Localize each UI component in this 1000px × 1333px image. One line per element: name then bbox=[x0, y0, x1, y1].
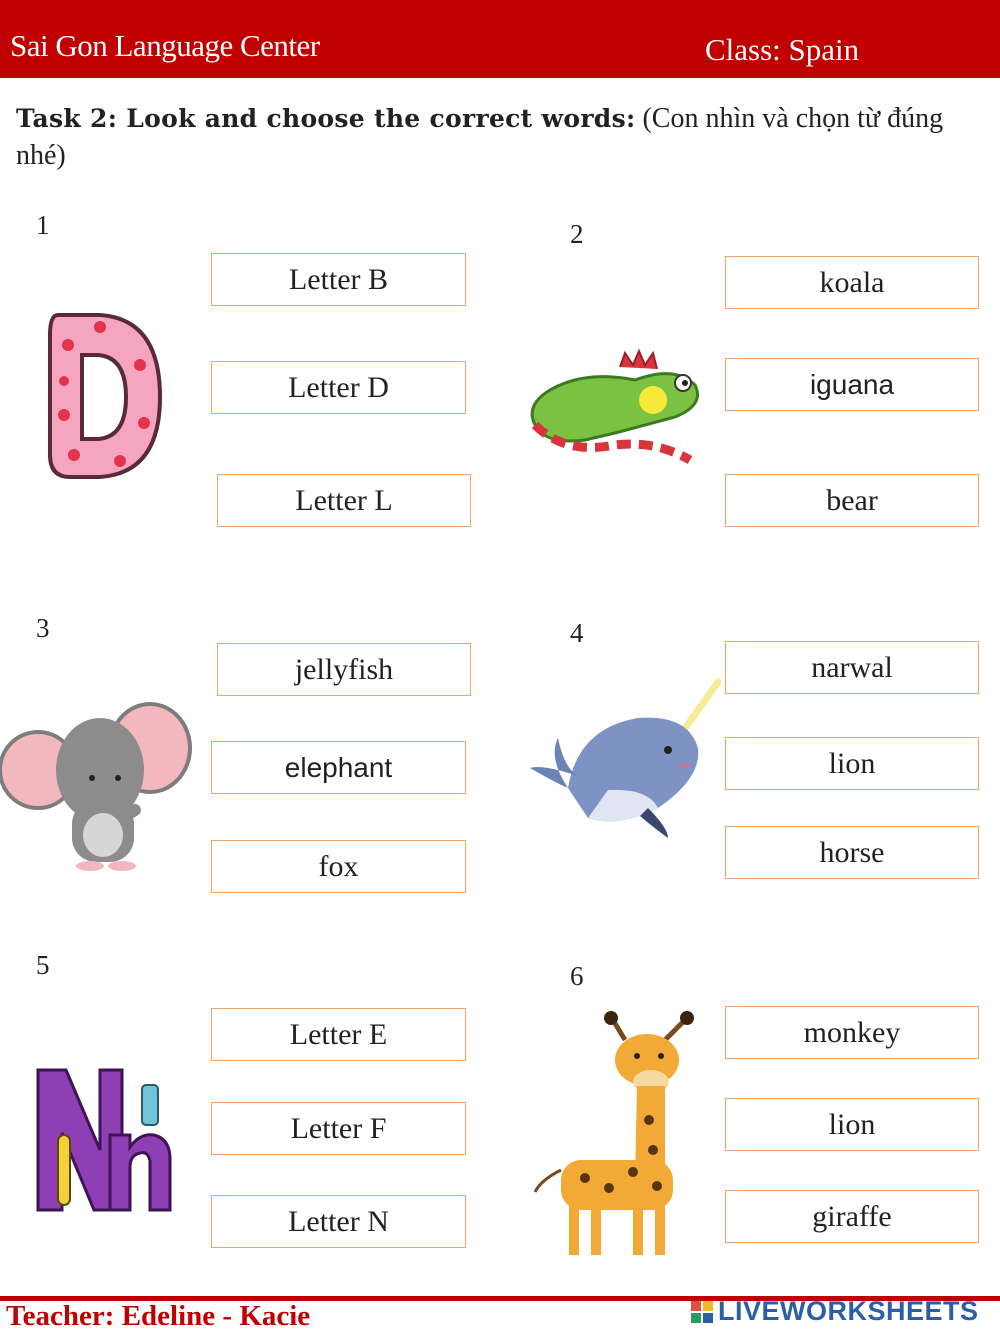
q3-option-3[interactable]: fox bbox=[211, 840, 466, 893]
q1-option-1[interactable]: Letter B bbox=[211, 253, 466, 306]
q2-option-1[interactable]: koala bbox=[725, 256, 979, 309]
liveworksheets-icon bbox=[690, 1300, 714, 1324]
q2-option-3[interactable]: bear bbox=[725, 474, 979, 527]
question-number-6: 6 bbox=[570, 961, 584, 991]
question-number-3: 3 bbox=[36, 613, 50, 643]
task-note: (Con nhìn và chọn từ đúng nhé) bbox=[16, 103, 944, 171]
q6-option-2[interactable]: lion bbox=[725, 1098, 979, 1151]
q3-option-2[interactable]: elephant bbox=[211, 741, 466, 794]
letter-d-icon bbox=[40, 305, 170, 485]
q5-option-2[interactable]: Letter F bbox=[211, 1102, 466, 1155]
elephant-icon bbox=[0, 700, 195, 875]
center-name: Sai Gon Language Center bbox=[10, 28, 320, 63]
narwhal-icon bbox=[528, 678, 723, 848]
q6-option-1[interactable]: monkey bbox=[725, 1006, 979, 1059]
task-title: Task 2: Look and choose the correct words: bbox=[16, 104, 636, 133]
q4-option-2[interactable]: lion bbox=[725, 737, 979, 790]
giraffe-icon bbox=[525, 1010, 710, 1260]
iguana-icon bbox=[525, 345, 710, 465]
q6-option-3[interactable]: giraffe bbox=[725, 1190, 979, 1243]
q1-option-3[interactable]: Letter L bbox=[217, 474, 471, 527]
teacher-credit: Teacher: Edeline - Kacie bbox=[6, 1300, 311, 1332]
q5-option-1[interactable]: Letter E bbox=[211, 1008, 466, 1061]
q2-option-2[interactable]: iguana bbox=[725, 358, 979, 411]
question-number-2: 2 bbox=[570, 219, 584, 249]
letter-nn-icon bbox=[30, 1055, 175, 1225]
liveworksheets-logo bbox=[690, 1296, 979, 1327]
q4-option-1[interactable]: narwal bbox=[725, 641, 979, 694]
question-number-4: 4 bbox=[570, 618, 584, 648]
q1-option-2[interactable]: Letter D bbox=[211, 361, 466, 414]
task-instruction bbox=[16, 100, 991, 174]
liveworksheets-text: LIVEWORKSHEETS bbox=[718, 1296, 979, 1326]
question-number-5: 5 bbox=[36, 950, 50, 980]
q5-option-3[interactable]: Letter N bbox=[211, 1195, 466, 1248]
q3-option-1[interactable]: jellyfish bbox=[217, 643, 471, 696]
class-name: Class: Spain bbox=[705, 32, 860, 67]
question-number-1: 1 bbox=[36, 210, 50, 240]
header-bar bbox=[0, 0, 1000, 78]
q4-option-3[interactable]: horse bbox=[725, 826, 979, 879]
